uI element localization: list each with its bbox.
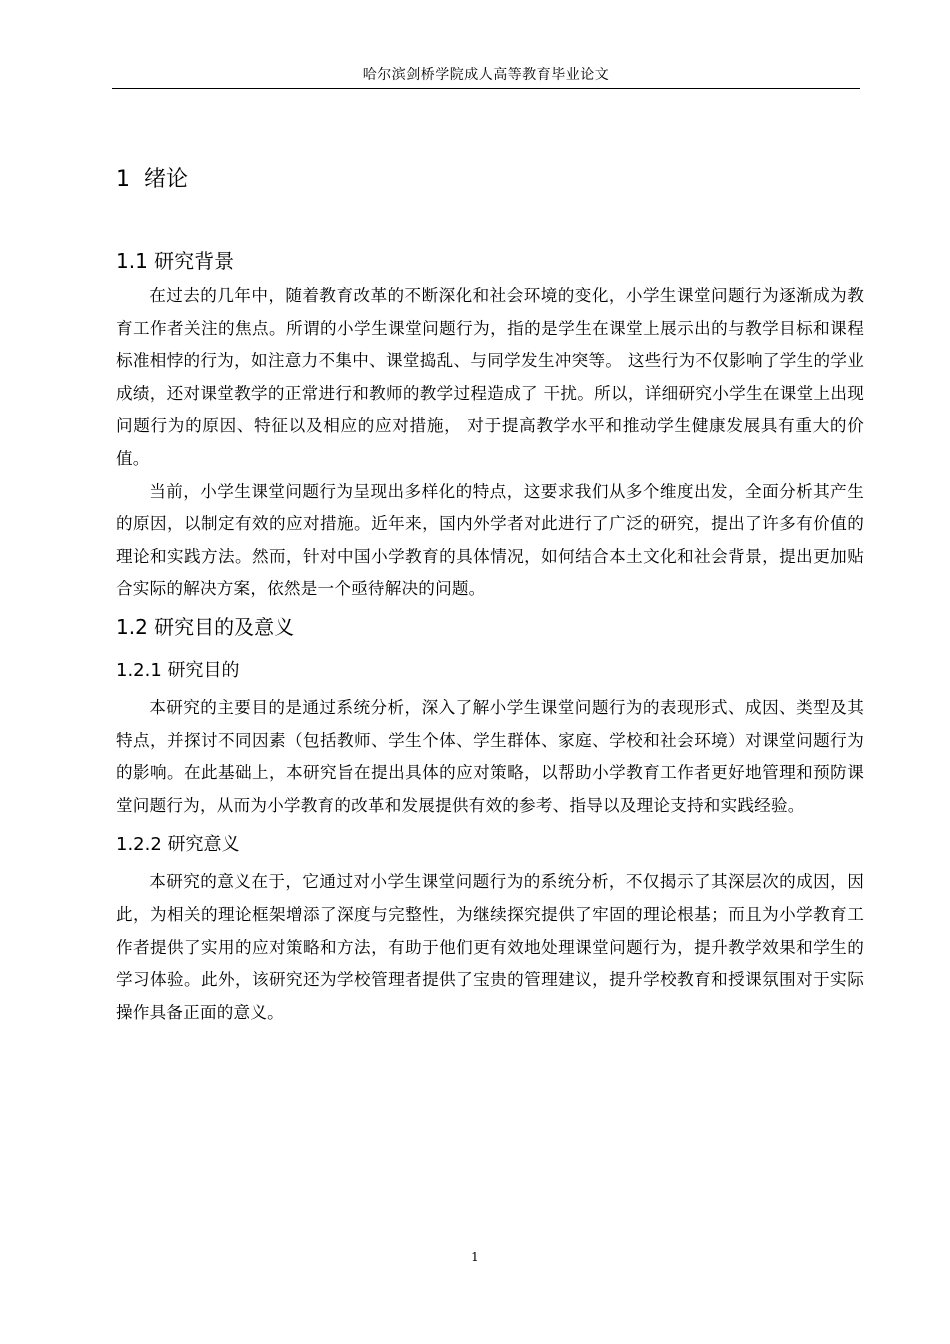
section-heading-1-2-1: 1.2.1 研究目的 <box>116 659 240 681</box>
header-rule <box>112 88 860 89</box>
chapter-number: 1 <box>116 167 130 192</box>
page-number: 1 <box>471 1250 479 1264</box>
section-heading-1-2: 1.2 研究目的及意义 <box>116 614 295 639</box>
paragraph-purpose: 本研究的主要目的是通过系统分析，深入了解小学生课堂问题行为的表现形式、成因、类型及其特点，并探讨不同因素（包括教师、学生个体、学生群体、家庭、学校和社会环境）对课堂问题行为的影响。在此基础上，本研究旨在提出具体的应对策略，以帮助小学教育工作者更好地管理和预防课堂问题行为，从而为小学教育的改革和发展提供有效的参考、指导以及理论支持和实践经验。 <box>116 697 864 815</box>
section-heading-1-1: 1.1 研究背景 <box>116 249 235 273</box>
paragraph-significance: 本研究的意义在于，它通过对小学生课堂问题行为的系统分析，不仅揭示了其深层次的成因，因此，为相关的理论框架增添了深度与完整性，为继续探究提供了牢固的理论根基；而且为小学教育工作者提供了实用的应对策略和方法，有助于他们更有效地处理课堂问题行为，提升教学效果和学生的学习体验。此外，该研究还为学校管理者提供了宝贵的管理建议，提升学校教育和授课氛围对于实际操作具备正面的意义。 <box>116 872 864 1022</box>
document-body <box>116 160 864 1029</box>
paragraph-background-2: 当前，小学生课堂问题行为呈现出多样化的特点，这要求我们从多个维度出发，全面分析其产生的原因，以制定有效的应对措施。近年来，国内外学者对此进行了广泛的研究，提出了许多有价值的理论和实践方法。然而，针对中国小学教育的具体情况，如何结合本土文化和社会背景，提出更加贴合实际的解决方案，依然是一个亟待解决的问题。 <box>116 481 864 599</box>
running-header: 哈尔滨剑桥学院成人高等教育毕业论文 <box>362 67 610 83</box>
chapter-title <box>116 160 864 200</box>
chapter-title-text: 绪论 <box>144 167 189 192</box>
paragraph-background-1: 在过去的几年中，随着教育改革的不断深化和社会环境的变化，小学生课堂问题行为逐渐成为教育工作者关注的焦点。所谓的小学生课堂问题行为，指的是学生在课堂上展示出的与教学目标和课程标准相悖的行为，如注意力不集中、课堂捣乱、与同学发生冲突等。 这些行为不仅影响了学生的学业成绩，还对课堂教学的正常进行和教师的教学过程造成了 干扰。所以，详细研究小学生在课堂上出现问题行为的原因、特征以及相应的应对措施， 对于提高教学水平和推动学生健康发展具有重大的价值。 <box>116 286 864 468</box>
section-heading-1-2-2: 1.2.2 研究意义 <box>116 834 240 856</box>
